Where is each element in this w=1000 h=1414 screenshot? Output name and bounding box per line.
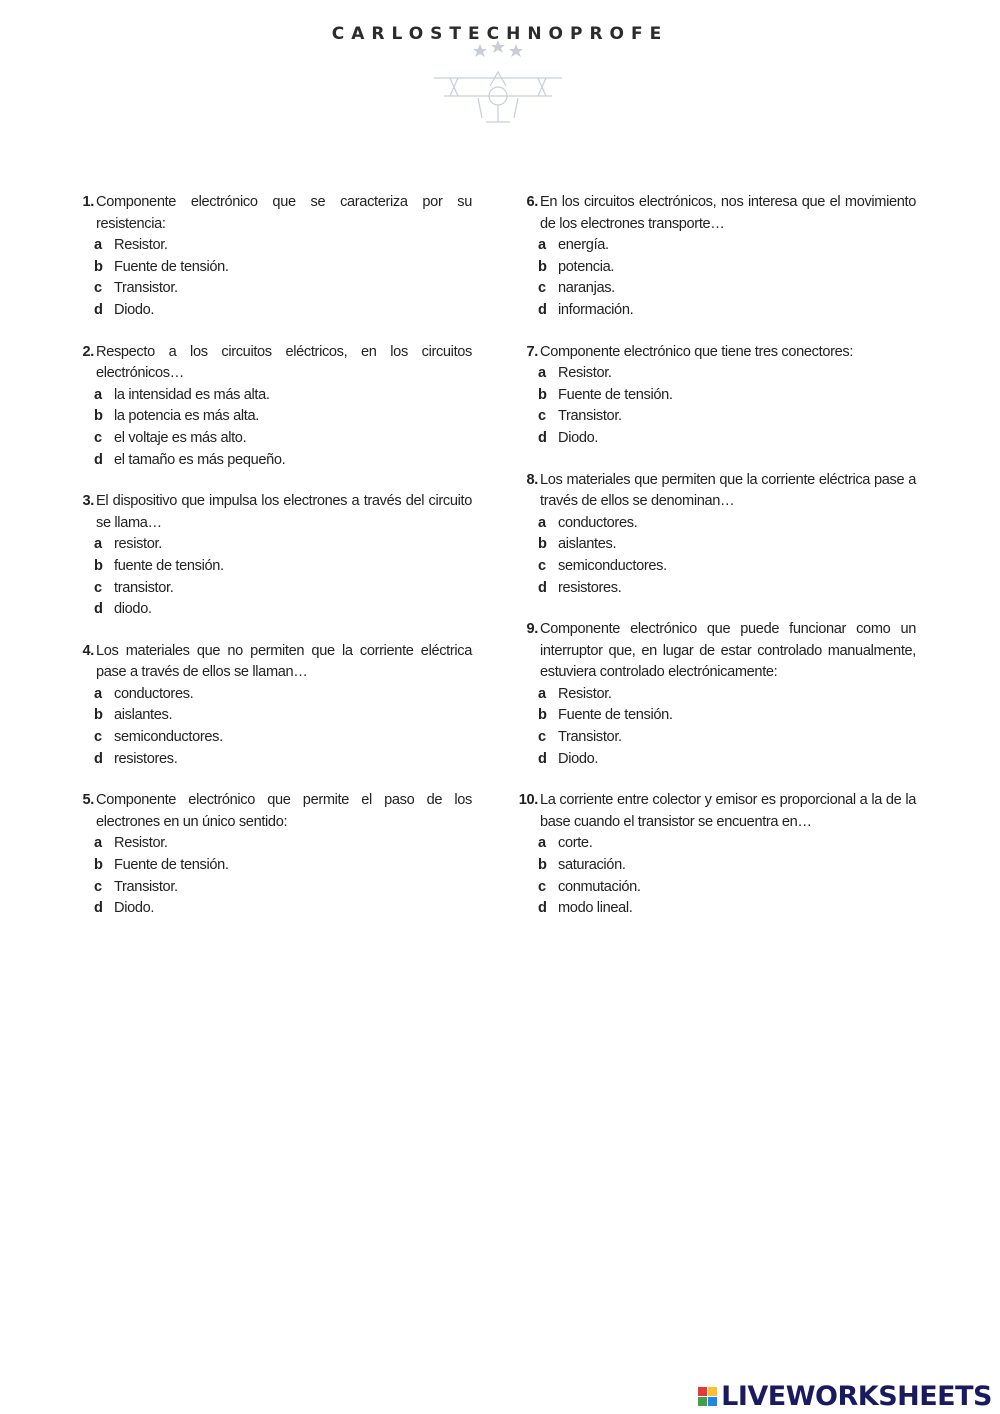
answer-option[interactable] <box>516 300 916 322</box>
question-3 <box>72 491 472 621</box>
option-text: semiconductores. <box>114 729 223 746</box>
answer-option[interactable] <box>516 257 916 279</box>
option-text: Resistor. <box>558 685 612 702</box>
option-letter: d <box>94 900 103 917</box>
option-text: transistor. <box>114 579 174 596</box>
logo-block <box>698 1387 707 1396</box>
question-number: 5. <box>82 792 94 809</box>
option-letter: a <box>94 835 102 852</box>
answer-option[interactable] <box>516 705 916 727</box>
option-letter: b <box>94 258 103 275</box>
option-letter: c <box>94 729 102 746</box>
option-letter: a <box>94 237 102 254</box>
option-letter: d <box>94 301 103 318</box>
question-number: 7. <box>526 343 538 360</box>
option-text: Diodo. <box>114 301 155 318</box>
option-text: información. <box>558 301 634 318</box>
option-letter: c <box>94 280 102 297</box>
answer-option[interactable] <box>516 684 916 706</box>
liveworksheets-wordmark: LIVEWORKSHEETS <box>721 1381 992 1412</box>
option-text: Resistor. <box>114 835 168 852</box>
answer-option[interactable] <box>516 513 916 535</box>
option-letter: c <box>538 729 546 746</box>
option-text: conductores. <box>114 685 194 702</box>
option-text: Resistor. <box>558 365 612 382</box>
option-letter: a <box>538 685 546 702</box>
answer-option[interactable] <box>72 534 472 556</box>
option-text: Transistor. <box>558 408 622 425</box>
liveworksheets-logo <box>698 1381 992 1412</box>
option-text: aislantes. <box>114 707 173 724</box>
option-text: Resistor. <box>114 237 168 254</box>
option-text: el tamaño es más pequeño. <box>114 451 286 468</box>
question-6 <box>516 192 916 322</box>
question-number: 2. <box>82 343 94 360</box>
option-letter: b <box>538 536 547 553</box>
option-letter: a <box>94 685 102 702</box>
answer-option[interactable] <box>516 578 916 600</box>
option-text: semiconductores. <box>558 557 667 574</box>
option-letter: d <box>538 301 547 318</box>
answer-option[interactable] <box>516 749 916 771</box>
option-letter: b <box>94 557 103 574</box>
question-text: Los materiales que permiten que la corriente eléctrica pase a través de ellos se denominan… <box>540 471 916 510</box>
question-2 <box>72 342 472 472</box>
option-text: fuente de tensión. <box>114 557 224 574</box>
option-letter: a <box>538 237 546 254</box>
option-letter: a <box>94 536 102 553</box>
option-text: la intensidad es más alta. <box>114 386 270 403</box>
answer-option[interactable] <box>72 428 472 450</box>
option-letter: d <box>94 451 103 468</box>
option-letter: c <box>538 280 546 297</box>
answer-option[interactable] <box>516 833 916 855</box>
answer-option[interactable] <box>516 727 916 749</box>
option-letter: c <box>538 878 546 895</box>
option-text: aislantes. <box>558 536 617 553</box>
answer-option[interactable] <box>516 363 916 385</box>
question-text: El dispositivo que impulsa los electrones a través del circuito se llama… <box>96 493 472 531</box>
answer-option[interactable] <box>516 235 916 257</box>
option-letter: b <box>538 258 547 275</box>
logo-block <box>708 1397 717 1406</box>
answer-option[interactable] <box>72 749 472 771</box>
option-text: energía. <box>558 237 609 254</box>
option-text: Transistor. <box>558 729 622 746</box>
option-letter: d <box>94 750 103 767</box>
option-letter: a <box>538 365 546 382</box>
answer-option[interactable] <box>516 898 916 920</box>
option-letter: d <box>538 750 547 767</box>
answer-option[interactable] <box>72 450 472 472</box>
option-text: Diodo. <box>114 900 155 917</box>
question-text: La corriente entre colector y emisor es proporcional a la de la base cuando el transistor se encuentra en… <box>540 792 916 830</box>
question-10 <box>516 790 916 920</box>
question-number: 6. <box>526 194 538 210</box>
answer-option[interactable] <box>72 877 472 899</box>
option-text: saturación. <box>558 857 626 874</box>
option-letter: b <box>538 857 547 874</box>
answer-option[interactable] <box>516 556 916 578</box>
option-text: el voltaje es más alto. <box>114 429 247 446</box>
answer-option[interactable] <box>72 727 472 749</box>
question-text: Componente electrónico que puede funcionar como un interruptor que, en lugar de estar controlado manualmente, estuviera controlado electrónicamente: <box>540 621 916 681</box>
question-1 <box>72 192 472 322</box>
brand-title: CARLOSTECHNOPROFE <box>331 24 669 44</box>
answer-option[interactable] <box>516 877 916 899</box>
option-text: Fuente de tensión. <box>114 258 229 275</box>
question-number: 8. <box>526 471 538 488</box>
option-letter: d <box>94 601 103 618</box>
answer-option[interactable] <box>72 833 472 855</box>
question-8 <box>516 470 916 600</box>
option-text: Transistor. <box>114 280 178 297</box>
question-5 <box>72 790 472 920</box>
question-text: Respecto a los circuitos eléctricos, en los circuitos electrónicos… <box>96 343 472 382</box>
option-letter: b <box>94 707 103 724</box>
answer-option[interactable] <box>72 257 472 279</box>
answer-option[interactable] <box>516 855 916 877</box>
liveworksheets-blocks-icon <box>698 1387 717 1406</box>
page-header <box>0 24 1000 44</box>
option-text: resistores. <box>558 579 622 596</box>
question-9 <box>516 619 916 770</box>
option-letter: a <box>538 514 546 531</box>
option-text: potencia. <box>558 258 615 275</box>
question-number: 3. <box>82 493 94 510</box>
question-text: Componente electrónico que tiene tres conectores: <box>540 343 854 360</box>
option-letter: a <box>538 835 546 852</box>
answer-option[interactable] <box>72 406 472 428</box>
question-text: Componente electrónico que se caracteriza por su resistencia: <box>96 194 472 232</box>
option-text: Fuente de tensión. <box>114 857 229 874</box>
option-letter: d <box>538 579 547 596</box>
logo-block <box>698 1397 707 1406</box>
question-text: Componente electrónico que permite el paso de los electrones en un único sentido: <box>96 792 472 830</box>
option-letter: c <box>94 429 102 446</box>
answer-option[interactable] <box>72 898 472 920</box>
questions-column-left <box>72 192 472 940</box>
airplane-logo-icon <box>428 38 568 126</box>
option-letter: a <box>94 386 102 403</box>
option-text: naranjas. <box>558 280 615 297</box>
answer-option[interactable] <box>516 385 916 407</box>
answer-option[interactable] <box>72 385 472 407</box>
option-letter: c <box>538 557 546 574</box>
option-letter: b <box>94 857 103 874</box>
option-text: Diodo. <box>558 750 599 767</box>
question-text: En los circuitos electrónicos, nos interesa que el movimiento de los electrones transporte… <box>540 194 916 232</box>
answer-option[interactable] <box>72 855 472 877</box>
option-text: conductores. <box>558 514 638 531</box>
answer-option[interactable] <box>72 684 472 706</box>
option-letter: c <box>94 579 102 596</box>
answer-option[interactable] <box>72 705 472 727</box>
option-text: Transistor. <box>114 878 178 895</box>
option-text: corte. <box>558 835 593 852</box>
answer-option[interactable] <box>72 235 472 257</box>
answer-option[interactable] <box>516 278 916 300</box>
answer-option[interactable] <box>516 428 916 450</box>
answer-option[interactable] <box>72 300 472 322</box>
answer-option[interactable] <box>516 406 916 428</box>
answer-option[interactable] <box>72 578 472 600</box>
option-letter: d <box>538 429 547 446</box>
option-letter: b <box>538 386 547 403</box>
question-number: 10. <box>518 792 538 809</box>
option-letter: c <box>538 408 546 425</box>
option-text: Diodo. <box>558 429 599 446</box>
answer-option[interactable] <box>72 278 472 300</box>
option-text: resistores. <box>114 750 178 767</box>
option-text: Fuente de tensión. <box>558 707 673 724</box>
option-letter: b <box>538 707 547 724</box>
question-number: 9. <box>526 621 538 638</box>
option-text: diodo. <box>114 601 152 618</box>
question-7 <box>516 342 916 450</box>
option-letter: b <box>94 408 103 425</box>
logo-block <box>708 1387 717 1396</box>
answer-option[interactable] <box>72 599 472 621</box>
question-text: Los materiales que no permiten que la corriente eléctrica pase a través de ellos se llaman… <box>96 642 472 681</box>
option-text: Fuente de tensión. <box>558 386 673 403</box>
option-letter: d <box>538 900 547 917</box>
question-4 <box>72 641 472 771</box>
question-number: 4. <box>82 642 94 659</box>
option-letter: c <box>94 878 102 895</box>
option-text: la potencia es más alta. <box>114 408 259 425</box>
question-number: 1. <box>82 194 94 210</box>
answer-option[interactable] <box>516 534 916 556</box>
option-text: modo lineal. <box>558 900 633 917</box>
option-text: resistor. <box>114 536 162 553</box>
option-text: conmutación. <box>558 878 641 895</box>
questions-column-right <box>516 192 916 940</box>
answer-option[interactable] <box>72 556 472 578</box>
